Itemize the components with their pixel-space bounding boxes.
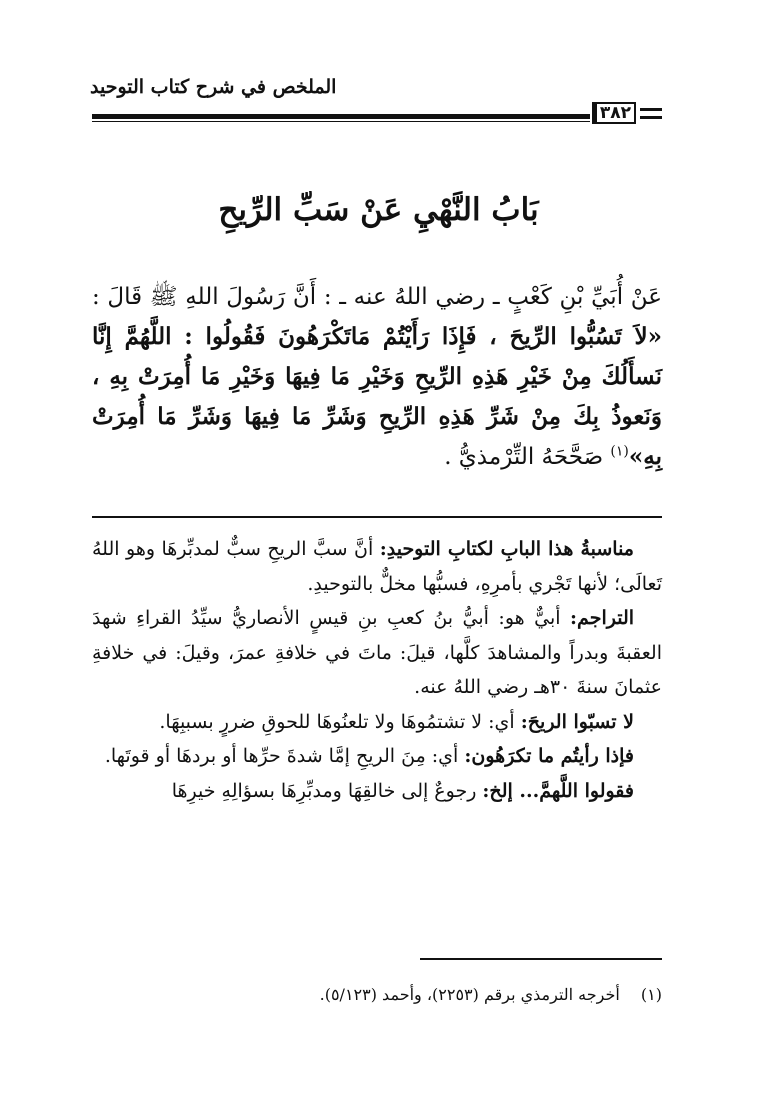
commentary-heading: مناسبةُ هذا البابِ لكتابِ التوحيدِ: [379,538,634,560]
commentary-paragraph [92,705,662,740]
footnote-divider [420,958,662,960]
commentary-body: أي: مِنَ الريحِ إمَّا شدةَ حرِّها أو بردهَا أو قوتَها. [104,745,459,767]
commentary-paragraph [92,774,662,809]
page-number-rule-top [640,108,662,111]
commentary-body: أي: لا تشتمُوهَا ولا تلعنُوهَا للحوقِ ضررٍ بسببِهَا. [159,710,515,733]
commentary-heading: التراجم: [570,607,635,629]
page-number-rule-bottom [640,116,662,119]
footnote-text: أخرجه الترمذي برقم (٢٢٥٣)، وأحمد (٥/١٢٣). [319,985,620,1004]
commentary-heading: فقولوا اللَّهمَّ... إلخ: [482,779,634,802]
commentary-body: أبيٌّ هو: أبيُّ بنُ كعبِ بنِ قيسٍ الأنصاريُّ سيِّدُ القراءِ شهدَ العقبةَ وبدراً والمشاهدَ كلَّها، قيلَ: ماتَ في خلافةِ عمرَ، وقيلَ: في خلافةِ عثمانَ سنةَ ٣٠هـ رضي اللهُ عنه. [92,607,662,698]
footnote [92,983,662,1007]
commentary-heading: لا تسبّوا الريحَ: [520,710,634,733]
commentary-paragraph [92,739,662,774]
hadith-quote: «لاَ تَسُبُّوا الرِّيحَ ، فَإِذَا رَأَيْتُمْ مَاتَكْرَهُونَ فَقُولُوا : اللَّهُمَّ إِنَّا نَسأَلُكَ مِنْ خَيْرِ هَذِهِ الرِّيحِ وَخَيْرِ مَا فِيهَا وَخَيْرِ مَا أُمِرَتْ بِهِ ، وَنَعوذُ بِكَ مِنْ شَرِّ هَذِهِ الرِّيحِ وَشَرِّ مَا فِيهَا وَشَرِّ مَا أُمِرَتْ بِهِ» [92,323,662,470]
running-head-book-title: الملخص في شرح كتاب التوحيد [90,76,337,98]
commentary-body: أنَّ سبَّ الريحِ سبٌّ لمدبِّرهَا وهو اللهُ تَعالَى؛ لأنها تَجْري بأمرِهِ، فسبُّها مخلٌّ بالتوحيدِ. [92,538,662,595]
header-rule [92,114,590,119]
commentary-paragraph [92,601,662,705]
footnote-mark: (١) [640,985,662,1004]
commentary-heading: فإذا رأيتُم ما تكرَهُون: [464,745,634,767]
chapter-title: بَابُ النَّهْيِ عَنْ سَبِّ الرِّيحِ [218,192,539,228]
commentary-body: رجوعٌ إلى خالقِهَا ومدبِّرِهَا بسؤالِهِ خيرِهَا [171,779,477,802]
page-number: ٣٨٢ [592,102,636,124]
footnote-reference: (١) [610,443,629,460]
commentary-paragraph [92,532,662,601]
hadith-text [92,278,662,477]
hadith-intro: عَنْ أُبَيِّ بْنِ كَعْبٍ ـ رضي اللهُ عنه ـ : أَنَّ رَسُولَ اللهِ ﷺ قَالَ : [92,284,662,310]
section-divider [92,516,662,518]
commentary [92,532,662,808]
hadith-grading: صَحَّحَهُ التِّرْمذيُّ . [444,444,604,470]
